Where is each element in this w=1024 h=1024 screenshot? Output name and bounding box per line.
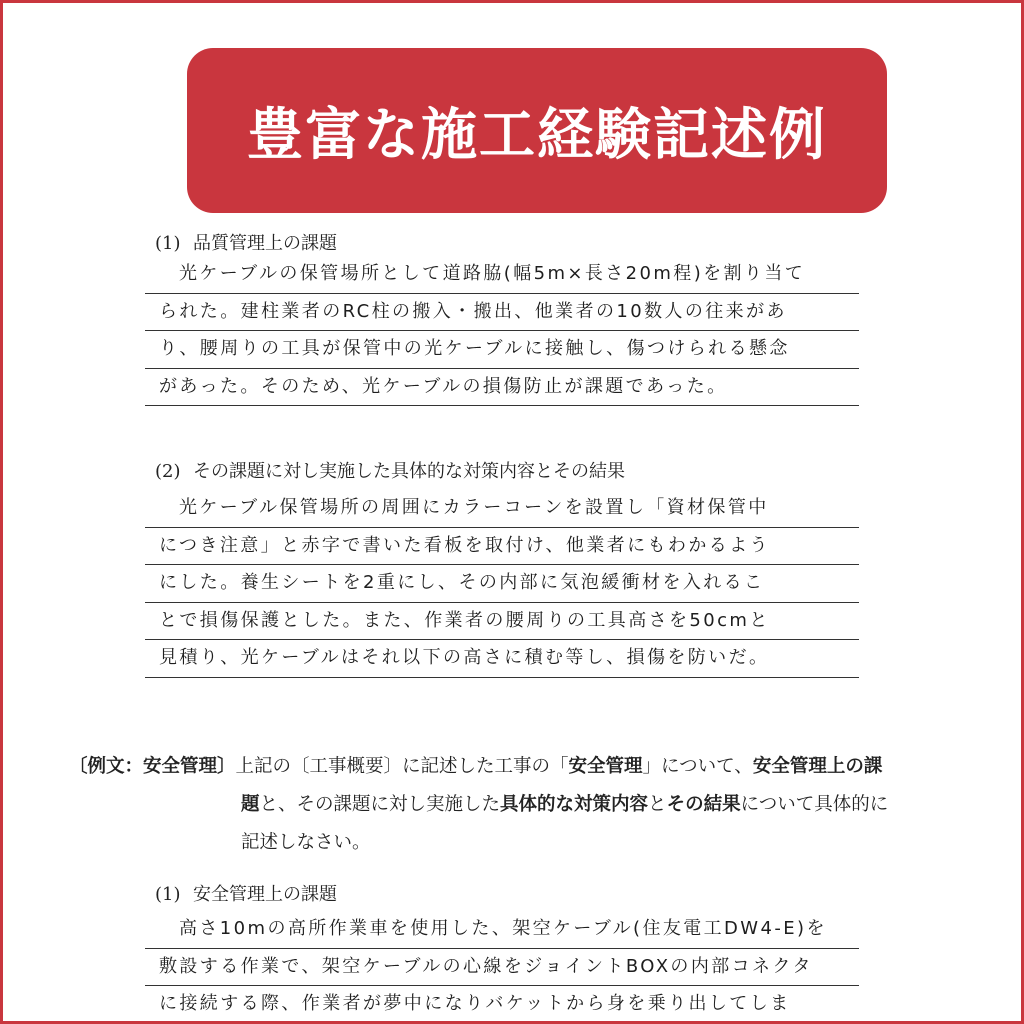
answer-line: 高さ10mの高所作業車を使用した、架空ケーブル(住友電工DW4-E)を bbox=[145, 911, 859, 949]
section-number: (1) bbox=[155, 233, 181, 254]
answer-line: があった。そのため、光ケーブルの損傷防止が課題であった。 bbox=[145, 369, 859, 407]
section-number: (1) bbox=[155, 884, 181, 905]
answer-line: にした。養生シートを2重にし、その内部に気泡緩衝材を入れるこ bbox=[145, 565, 859, 603]
section-title: 品質管理上の課題 bbox=[193, 233, 337, 254]
example-label: 〔例文：安全管理〕 bbox=[69, 756, 236, 777]
answer-line: られた。建柱業者のRC柱の搬入・搬出、他業者の10数人の往来があ bbox=[145, 294, 859, 332]
prompt-text: について具体的に bbox=[740, 794, 889, 815]
banner-title: 豊富な施工経験記述例 bbox=[247, 102, 827, 168]
section-heading-quality bbox=[155, 229, 337, 255]
title-banner bbox=[187, 48, 887, 213]
prompt-emphasis: 安全管理 bbox=[568, 756, 643, 777]
prompt-emphasis: その結果 bbox=[666, 794, 741, 815]
example-row-3: 記述しなさい。 bbox=[241, 832, 371, 853]
answer-block-safety bbox=[145, 911, 859, 1024]
section-number: (2) bbox=[155, 461, 181, 482]
prompt-emphasis: 具体的な対策内容 bbox=[500, 794, 649, 815]
prompt-text: と bbox=[648, 794, 667, 815]
answer-line: 敷設する作業で、架空ケーブルの心線をジョイントBOXの内部コネクタ bbox=[145, 949, 859, 987]
answer-line: につき注意」と赤字で書いた看板を取付け、他業者にもわかるよう bbox=[145, 528, 859, 566]
prompt-emphasis: 安全管理上の課 bbox=[752, 756, 883, 777]
example-row-1 bbox=[69, 748, 959, 786]
prompt-text: と、その課題に対し実施した bbox=[259, 794, 501, 815]
prompt-text: 上記の〔工事概要〕に記述した工事の「 bbox=[235, 756, 569, 777]
section-title: 安全管理上の課題 bbox=[193, 884, 337, 905]
prompt-emphasis: 題 bbox=[241, 794, 260, 815]
answer-line: り、腰周りの工具が保管中の光ケーブルに接触し、傷つけられる懸念 bbox=[145, 331, 859, 369]
answer-line: とで損傷保護とした。また、作業者の腰周りの工具高さを50cmと bbox=[145, 603, 859, 641]
example-prompt bbox=[69, 748, 959, 862]
answer-block-quality bbox=[145, 256, 859, 406]
section-heading-countermeasure bbox=[155, 457, 625, 483]
section-heading-safety bbox=[155, 880, 337, 906]
answer-block-countermeasure bbox=[145, 490, 859, 678]
answer-line: 光ケーブルの保管場所として道路脇(幅5m×長さ20m程)を割り当て bbox=[145, 256, 859, 294]
example-row-2 bbox=[69, 786, 959, 824]
section-title: その課題に対し実施した具体的な対策内容とその結果 bbox=[193, 461, 625, 482]
answer-line: 光ケーブル保管場所の周囲にカラーコーンを設置し「資材保管中 bbox=[145, 490, 859, 528]
prompt-text: 」について、 bbox=[642, 756, 753, 777]
answer-line: に接続する際、作業者が夢中になりバケットから身を乗り出してしま bbox=[159, 993, 791, 1014]
answer-line: 見積り、光ケーブルはそれ以下の高さに積む等し、損傷を防いだ。 bbox=[145, 640, 859, 678]
